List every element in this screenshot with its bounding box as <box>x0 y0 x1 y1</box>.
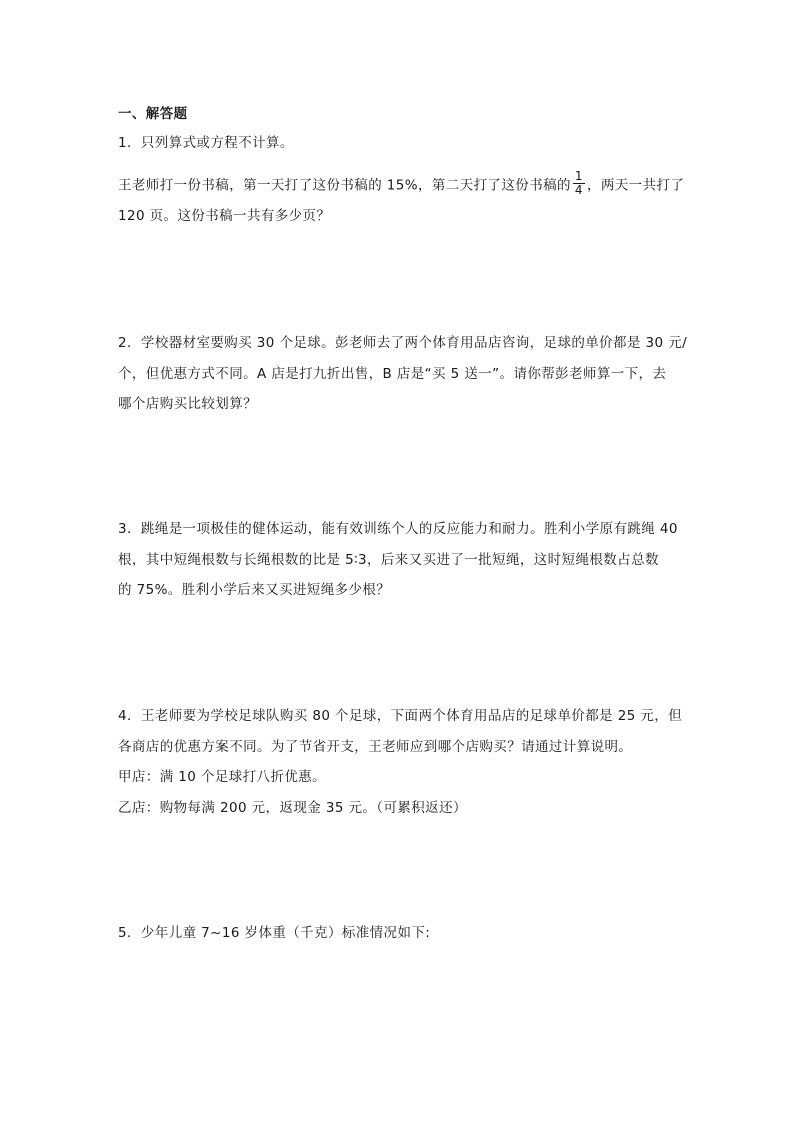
question-4-line-1: 4．王老师要为学校足球队购买 80 个足球，下面两个体育用品店的足球单价都是 25 元，但 <box>118 708 683 724</box>
section-title: 一、解答题 <box>118 106 188 122</box>
question-4-line-2: 各商店的优惠方案不同。为了节省开支，王老师应到哪个店购买？请通过计算说明。 <box>118 739 633 755</box>
question-3-line-3: 的 75%。胜利小学后来又买进短绳多少根？ <box>118 582 391 598</box>
fraction-denominator: 4 <box>574 183 583 197</box>
fraction-one-quarter <box>573 170 585 197</box>
question-1-instruction <box>118 133 294 153</box>
question-2-line-2: 个，但优惠方式不同。A 店是打九折出售，B 店是“买 5 送一”。请你帮彭老师算一下，去 <box>118 366 667 382</box>
question-1-line-1 <box>118 169 685 199</box>
question-4-option-b: 乙店：购物每满 200 元，返现金 35 元。（可累积返还） <box>118 800 467 816</box>
question-2-line-3: 哪个店购买比较划算？ <box>118 396 257 412</box>
question-1-text-before-fraction: 王老师打一份书稿，第一天打了这份书稿的 15%，第二天打了这份书稿的 <box>118 177 571 194</box>
fraction-numerator: 1 <box>574 169 583 183</box>
question-1-line-2: 120 页。这份书稿一共有多少页？ <box>118 208 331 224</box>
question-1-text-after-fraction: ，两天一共打了 <box>586 177 685 194</box>
question-5-line-1: 5．少年儿童 7~16 岁体重（千克）标准情况如下: <box>118 925 431 941</box>
question-1-instruction-text: 只列算式或方程不计算。 <box>140 135 294 151</box>
question-1-number: 1． <box>118 135 141 151</box>
question-2-line-1: 2．学校器材室要购买 30 个足球。彭老师去了两个体育用品店咨询，足球的单价都是 30 元/ <box>118 335 688 351</box>
question-4-option-a: 甲店：满 10 个足球打八折优惠。 <box>118 769 327 785</box>
question-3-line-1: 3．跳绳是一项极佳的健体运动，能有效训练个人的反应能力和耐力。胜利小学原有跳绳 40 <box>118 521 678 537</box>
question-3-line-2: 根，其中短绳根数与长绳根数的比是 5∶3，后来又买进了一批短绳，这时短绳根数占总数 <box>118 552 659 568</box>
